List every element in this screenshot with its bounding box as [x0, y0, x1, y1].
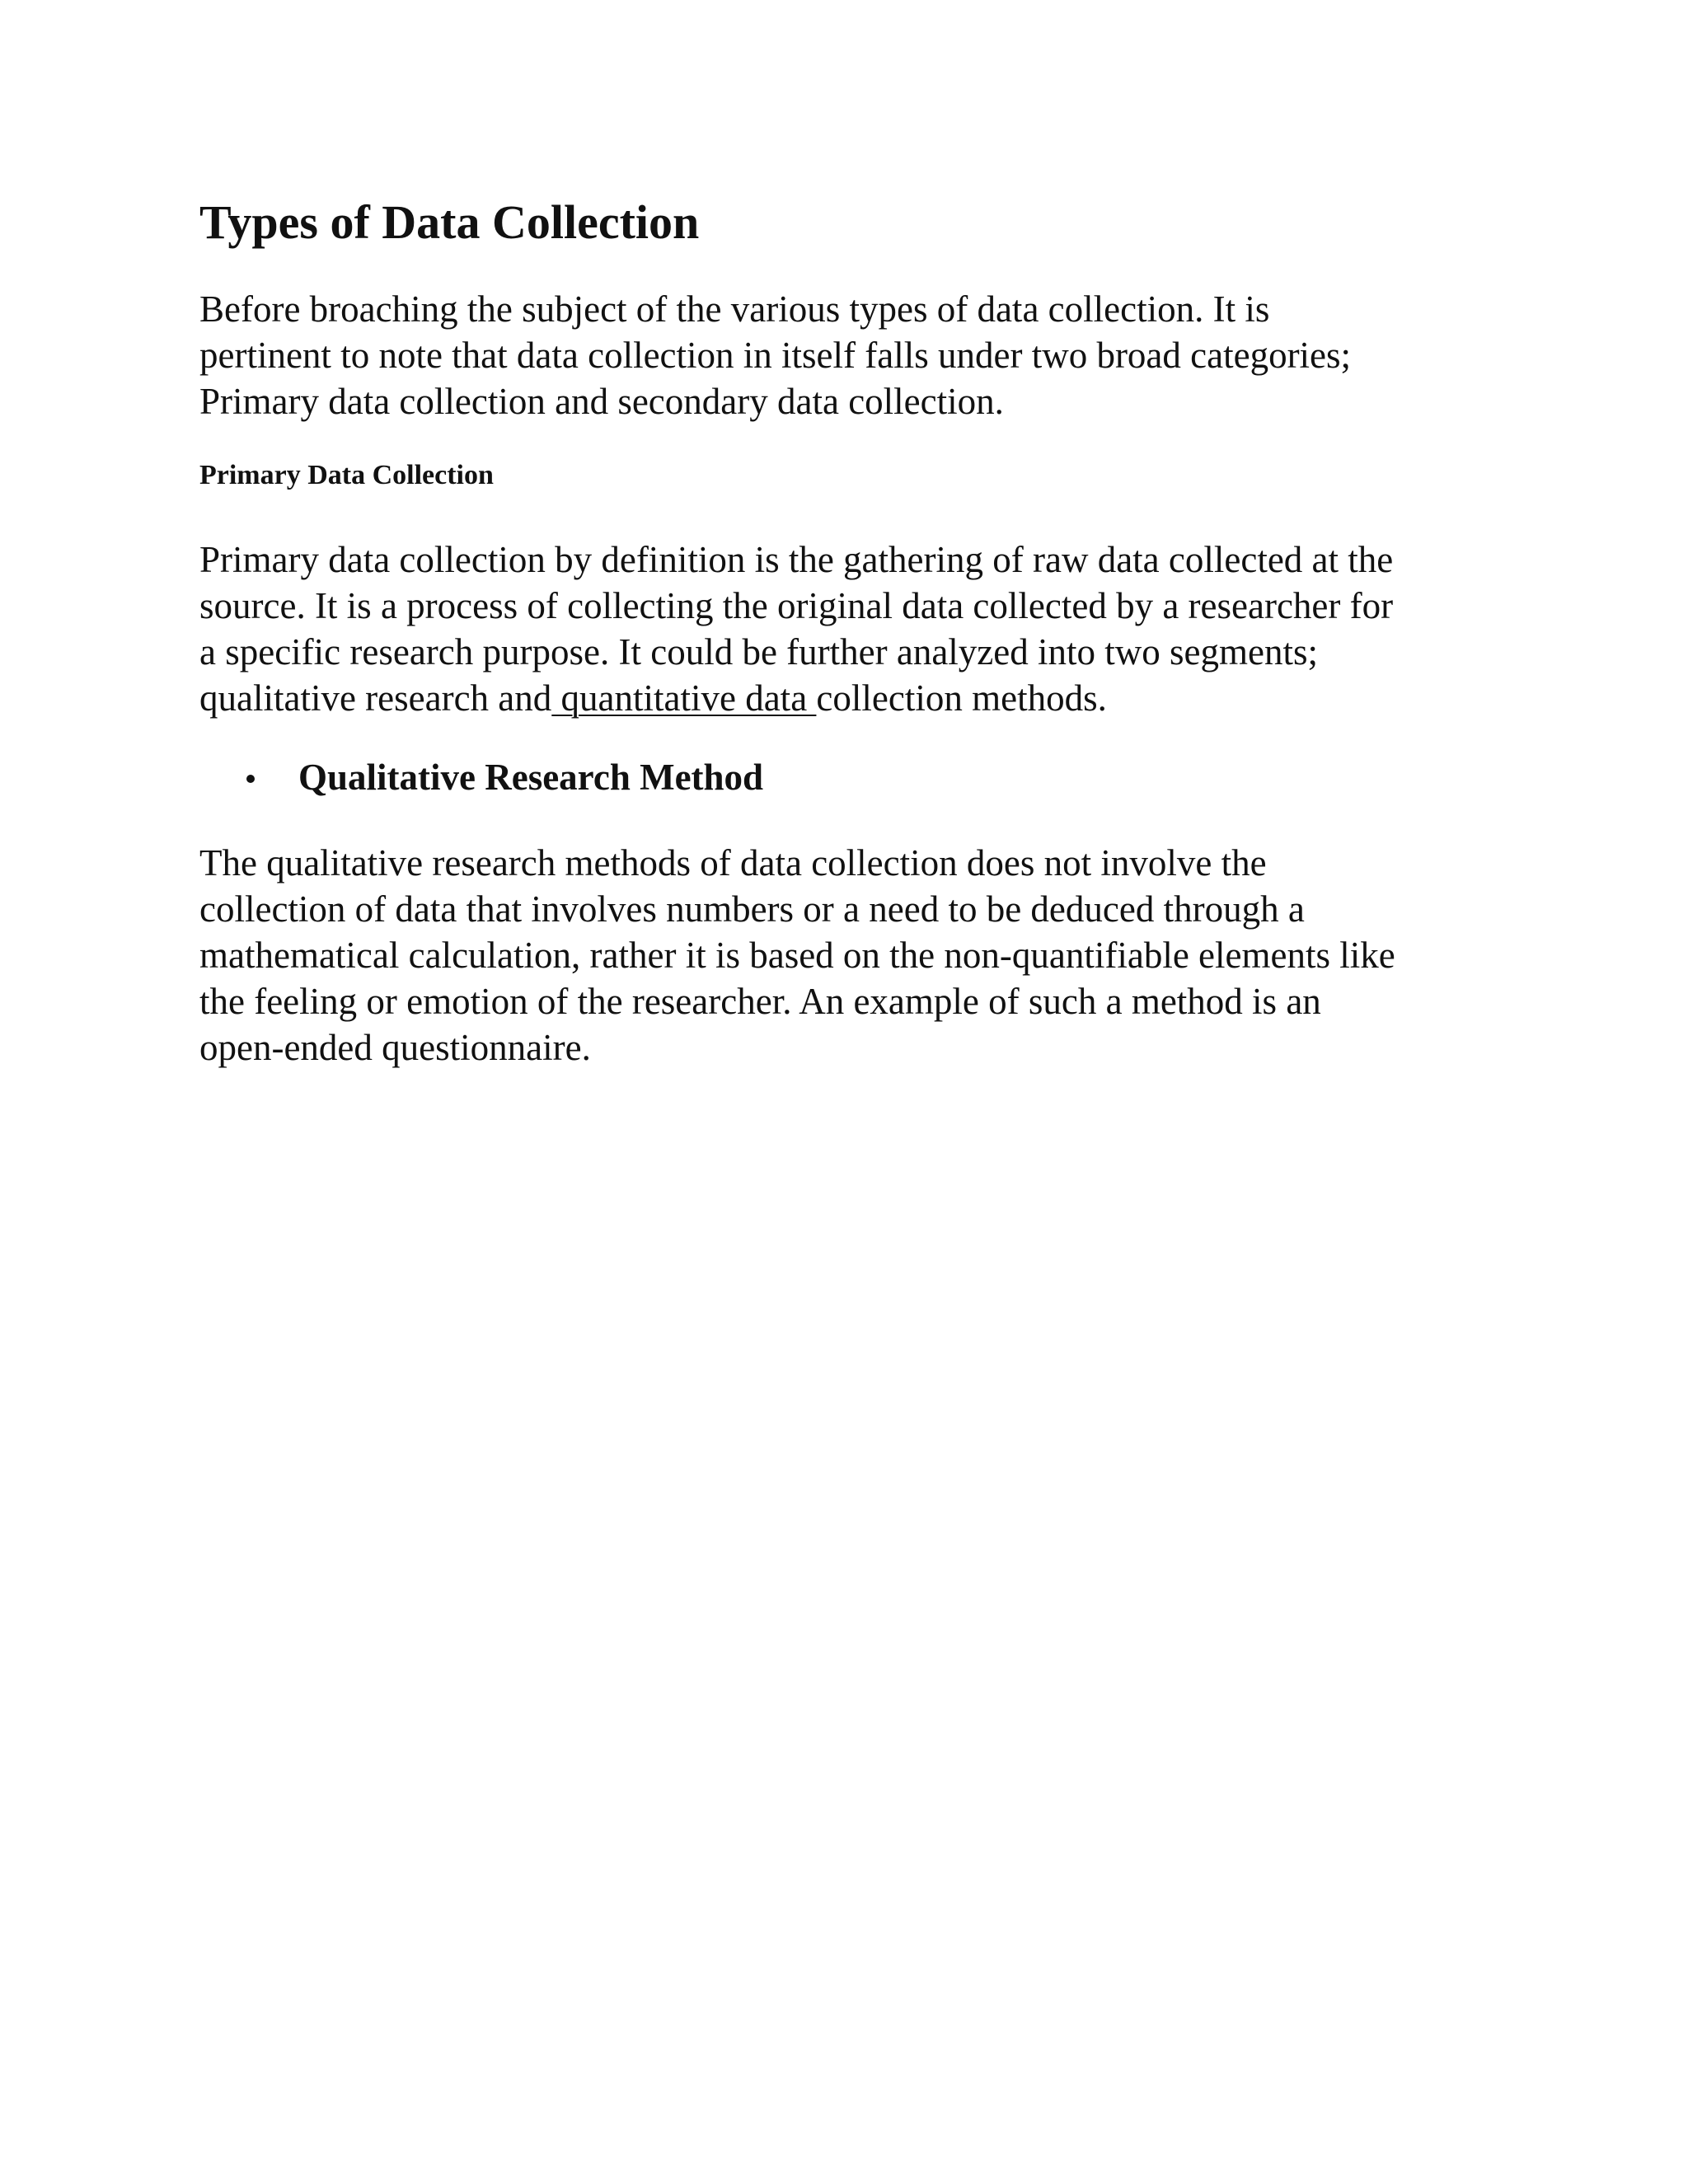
- intro-paragraph: [199, 286, 1502, 424]
- primary-line-text: qualitative research and: [199, 677, 552, 719]
- intro-line: pertinent to note that data collection in itself falls under two broad categories;: [199, 335, 1352, 376]
- primary-line-text: collection methods.: [816, 677, 1107, 719]
- bullet-item-qualitative: [199, 754, 1502, 800]
- bullet-list: [199, 754, 1502, 800]
- bullet-dot-icon: [246, 775, 255, 783]
- intro-line: Primary data collection and secondary data collection.: [199, 381, 1004, 422]
- bullet-heading: Qualitative Research Method: [298, 757, 764, 798]
- primary-data-subheading: Primary Data Collection: [199, 460, 494, 490]
- document-title: Types of Data Collection: [199, 195, 700, 249]
- primary-line: Primary data collection by definition is the gathering of raw data collected at the: [199, 539, 1394, 580]
- primary-paragraph: [199, 537, 1502, 721]
- qualitative-line: The qualitative research methods of data collection does not involve the: [199, 842, 1267, 883]
- qualitative-line: open-ended questionnaire.: [199, 1027, 591, 1068]
- primary-line: source. It is a process of collecting the original data collected by a researcher for: [199, 585, 1394, 626]
- qualitative-paragraph: [199, 840, 1502, 1071]
- quantitative-data-link[interactable]: quantitative data: [551, 677, 817, 719]
- primary-line: a specific research purpose. It could be further analyzed into two segments;: [199, 631, 1318, 673]
- qualitative-line: the feeling or emotion of the researcher. An example of such a method is an: [199, 981, 1321, 1022]
- intro-line: Before broaching the subject of the various types of data collection. It is: [199, 288, 1270, 330]
- primary-line-last: [199, 675, 1502, 721]
- qualitative-line: collection of data that involves numbers or a need to be deduced through a: [199, 888, 1305, 930]
- qualitative-line: mathematical calculation, rather it is based on the non-quantifiable elements like: [199, 935, 1395, 976]
- document-content: [199, 194, 1502, 1071]
